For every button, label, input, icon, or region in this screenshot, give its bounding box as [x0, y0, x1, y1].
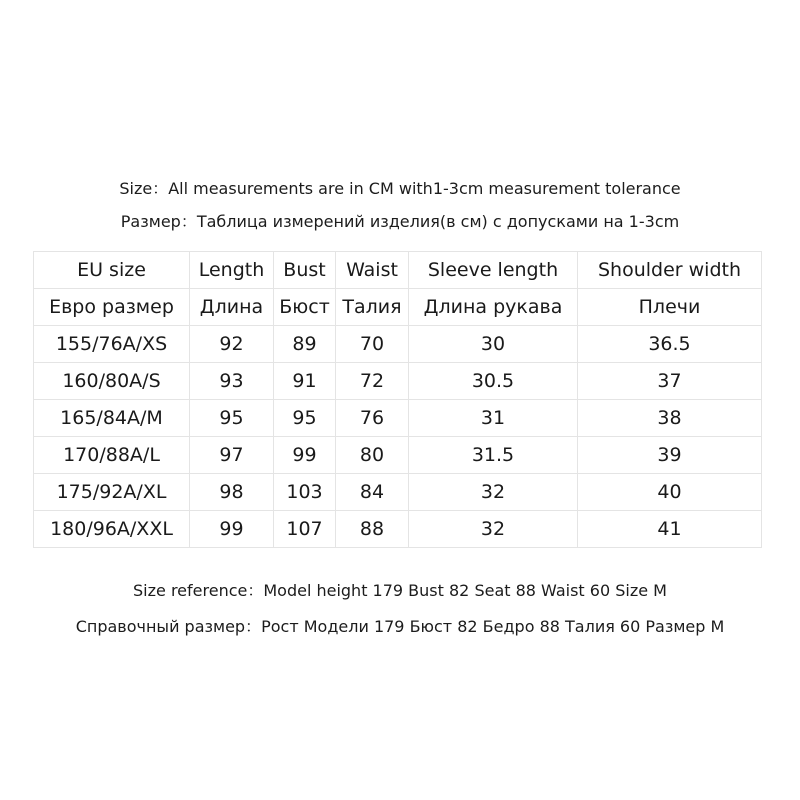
table-cell: 95 [190, 400, 274, 437]
table-cell: 98 [190, 474, 274, 511]
header-cell: Длина [190, 289, 274, 326]
size-chart-table [33, 251, 762, 548]
table-cell: 170/88A/L [34, 437, 190, 474]
size-reference-en: Size reference：Model height 179 Bust 82 Seat 88 Waist 60 Size M [133, 581, 667, 600]
table-row [34, 363, 762, 400]
header-cell: Waist [336, 252, 409, 289]
table-row [34, 437, 762, 474]
table-cell: 93 [190, 363, 274, 400]
table-cell: 160/80A/S [34, 363, 190, 400]
table-cell: 89 [274, 326, 336, 363]
table-cell: 36.5 [578, 326, 762, 363]
header-cell: Талия [336, 289, 409, 326]
header-cell: Sleeve length [409, 252, 578, 289]
table-cell: 180/96A/XXL [34, 511, 190, 548]
table-cell: 99 [190, 511, 274, 548]
table-cell: 92 [190, 326, 274, 363]
measurement-note-en: Size：All measurements are in CM with1-3cm measurement tolerance [119, 179, 681, 198]
table-header-row-en [34, 252, 762, 289]
table-cell: 72 [336, 363, 409, 400]
table-row [34, 511, 762, 548]
table-cell: 88 [336, 511, 409, 548]
size-reference-ru: Справочный размер：Рост Модели 179 Бюст 82 Бедро 88 Талия 60 Размер M [75, 617, 725, 636]
measurement-note-ru: Размер：Таблица измерений изделия(в см) с допусками на 1-3cm [120, 212, 680, 231]
table-cell: 97 [190, 437, 274, 474]
table-cell: 40 [578, 474, 762, 511]
header-cell: Плечи [578, 289, 762, 326]
header-cell: Shoulder width [578, 252, 762, 289]
table-cell: 31 [409, 400, 578, 437]
header-cell: Бюст [274, 289, 336, 326]
header-cell: EU size [34, 252, 190, 289]
table-cell: 37 [578, 363, 762, 400]
header-cell: Длина рукава [409, 289, 578, 326]
table-cell: 165/84A/M [34, 400, 190, 437]
table-cell: 107 [274, 511, 336, 548]
header-cell: Length [190, 252, 274, 289]
table-cell: 95 [274, 400, 336, 437]
table-cell: 30.5 [409, 363, 578, 400]
table-cell: 91 [274, 363, 336, 400]
table-cell: 32 [409, 511, 578, 548]
header-cell: Bust [274, 252, 336, 289]
table-cell: 155/76A/XS [34, 326, 190, 363]
table-cell: 80 [336, 437, 409, 474]
table-cell: 84 [336, 474, 409, 511]
header-cell: Евро размер [34, 289, 190, 326]
table-cell: 99 [274, 437, 336, 474]
table-cell: 39 [578, 437, 762, 474]
table-cell: 103 [274, 474, 336, 511]
table-cell: 70 [336, 326, 409, 363]
table-header-row-ru [34, 289, 762, 326]
table-cell: 41 [578, 511, 762, 548]
table-cell: 30 [409, 326, 578, 363]
table-row [34, 400, 762, 437]
table-cell: 32 [409, 474, 578, 511]
table-row [34, 326, 762, 363]
table-cell: 175/92A/XL [34, 474, 190, 511]
table-row [34, 474, 762, 511]
table-cell: 76 [336, 400, 409, 437]
table-cell: 38 [578, 400, 762, 437]
table-cell: 31.5 [409, 437, 578, 474]
